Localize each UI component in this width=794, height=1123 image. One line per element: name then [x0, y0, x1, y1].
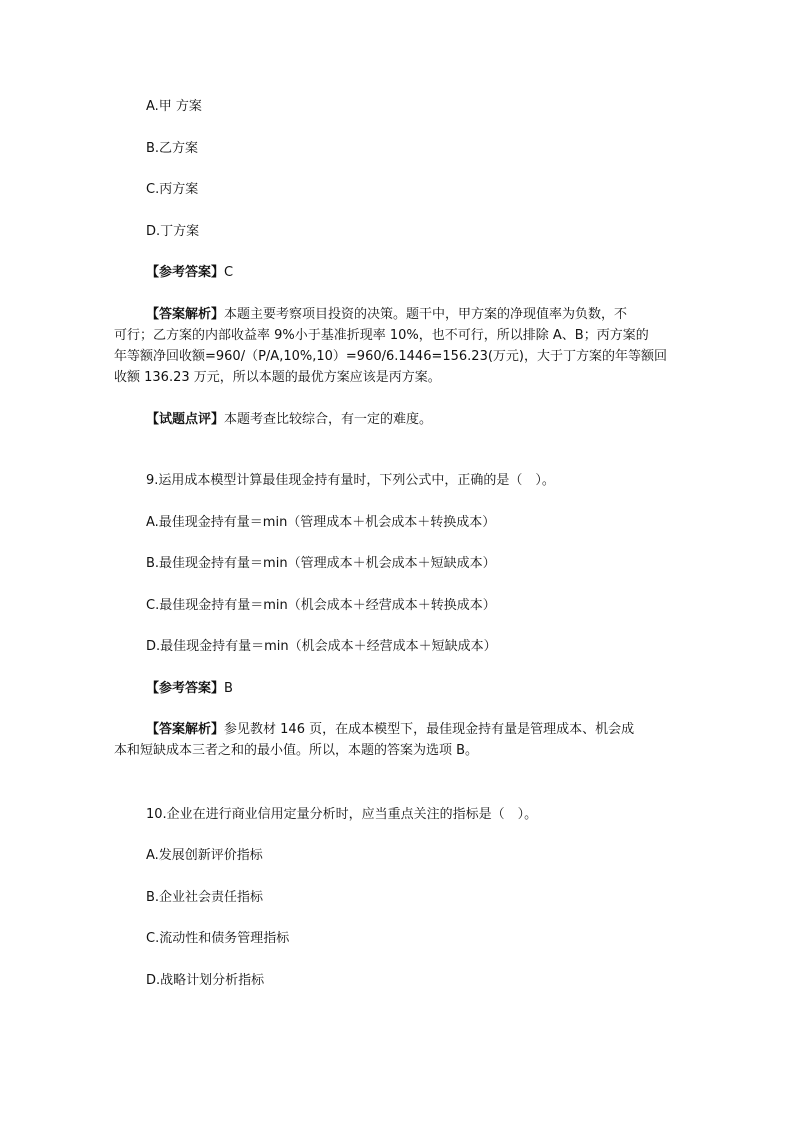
q8-comment-tag: 【试题点评】: [146, 412, 225, 427]
q8-answer-value: C: [224, 265, 234, 280]
q8-analysis-line-3: 年等额净回收额=960/（P/A,10%,10）=960/6.1446=156.23(万元)，大于丁方案的年等额回: [114, 349, 667, 364]
q8-answer-tag: 【参考答案】: [146, 265, 225, 280]
q9-option-b: B.最佳现金持有量＝min（管理成本＋机会成本＋短缺成本）: [146, 556, 496, 571]
q9-analysis-tag: 【答案解析】: [146, 722, 225, 737]
q9-option-a: A.最佳现金持有量＝min（管理成本＋机会成本＋转换成本）: [146, 515, 496, 530]
q10-option-c: C.流动性和债务管理指标: [146, 931, 290, 946]
q9-answer-value: B: [224, 681, 233, 696]
q9-analysis-text-1: 参见教材 146 页，在成本模型下，最佳现金持有量是管理成本、机会成: [224, 722, 635, 737]
q8-analysis-line-4: 收额 136.23 万元，所以本题的最优方案应该是丙方案。: [114, 370, 441, 385]
q8-analysis-tag: 【答案解析】: [146, 307, 225, 322]
q8-analysis-line-2: 可行；乙方案的内部收益率 9%小于基准折现率 10%，也不可行，所以排除 A、B；丙方案的: [114, 328, 649, 343]
q9-analysis-line-1: [146, 721, 634, 739]
q8-comment-text: 本题考查比较综合，有一定的难度。: [224, 412, 433, 427]
q8-analysis-line-1: [146, 306, 627, 324]
q8-option-d: D.丁方案: [146, 224, 200, 239]
q9-answer-tag: 【参考答案】: [146, 681, 225, 696]
q8-option-c: C.丙方案: [146, 182, 199, 197]
q8-comment: [146, 411, 432, 429]
q9-analysis-line-2: 本和短缺成本三者之和的最小值。所以，本题的答案为选项 B。: [114, 743, 479, 758]
q10-option-b: B.企业社会责任指标: [146, 890, 264, 905]
q9-option-d: D.最佳现金持有量＝min（机会成本＋经营成本＋短缺成本）: [146, 639, 497, 654]
q9-question: 9.运用成本模型计算最佳现金持有量时，下列公式中，正确的是（ ）。: [146, 473, 555, 488]
q8-option-a: A.甲 方案: [146, 99, 202, 114]
q10-option-d: D.战略计划分析指标: [146, 973, 265, 988]
q10-option-a: A.发展创新评价指标: [146, 848, 263, 863]
q9-option-c: C.最佳现金持有量＝min（机会成本＋经营成本＋转换成本）: [146, 598, 496, 613]
q9-answer: [146, 680, 233, 698]
q10-question: 10.企业在进行商业信用定量分析时，应当重点关注的指标是（ ）。: [146, 807, 538, 822]
q8-answer: [146, 264, 233, 282]
q8-analysis-text-1: 本题主要考察项目投资的决策。题干中，甲方案的净现值率为负数，不: [224, 307, 628, 322]
q8-option-b: B.乙方案: [146, 141, 199, 156]
